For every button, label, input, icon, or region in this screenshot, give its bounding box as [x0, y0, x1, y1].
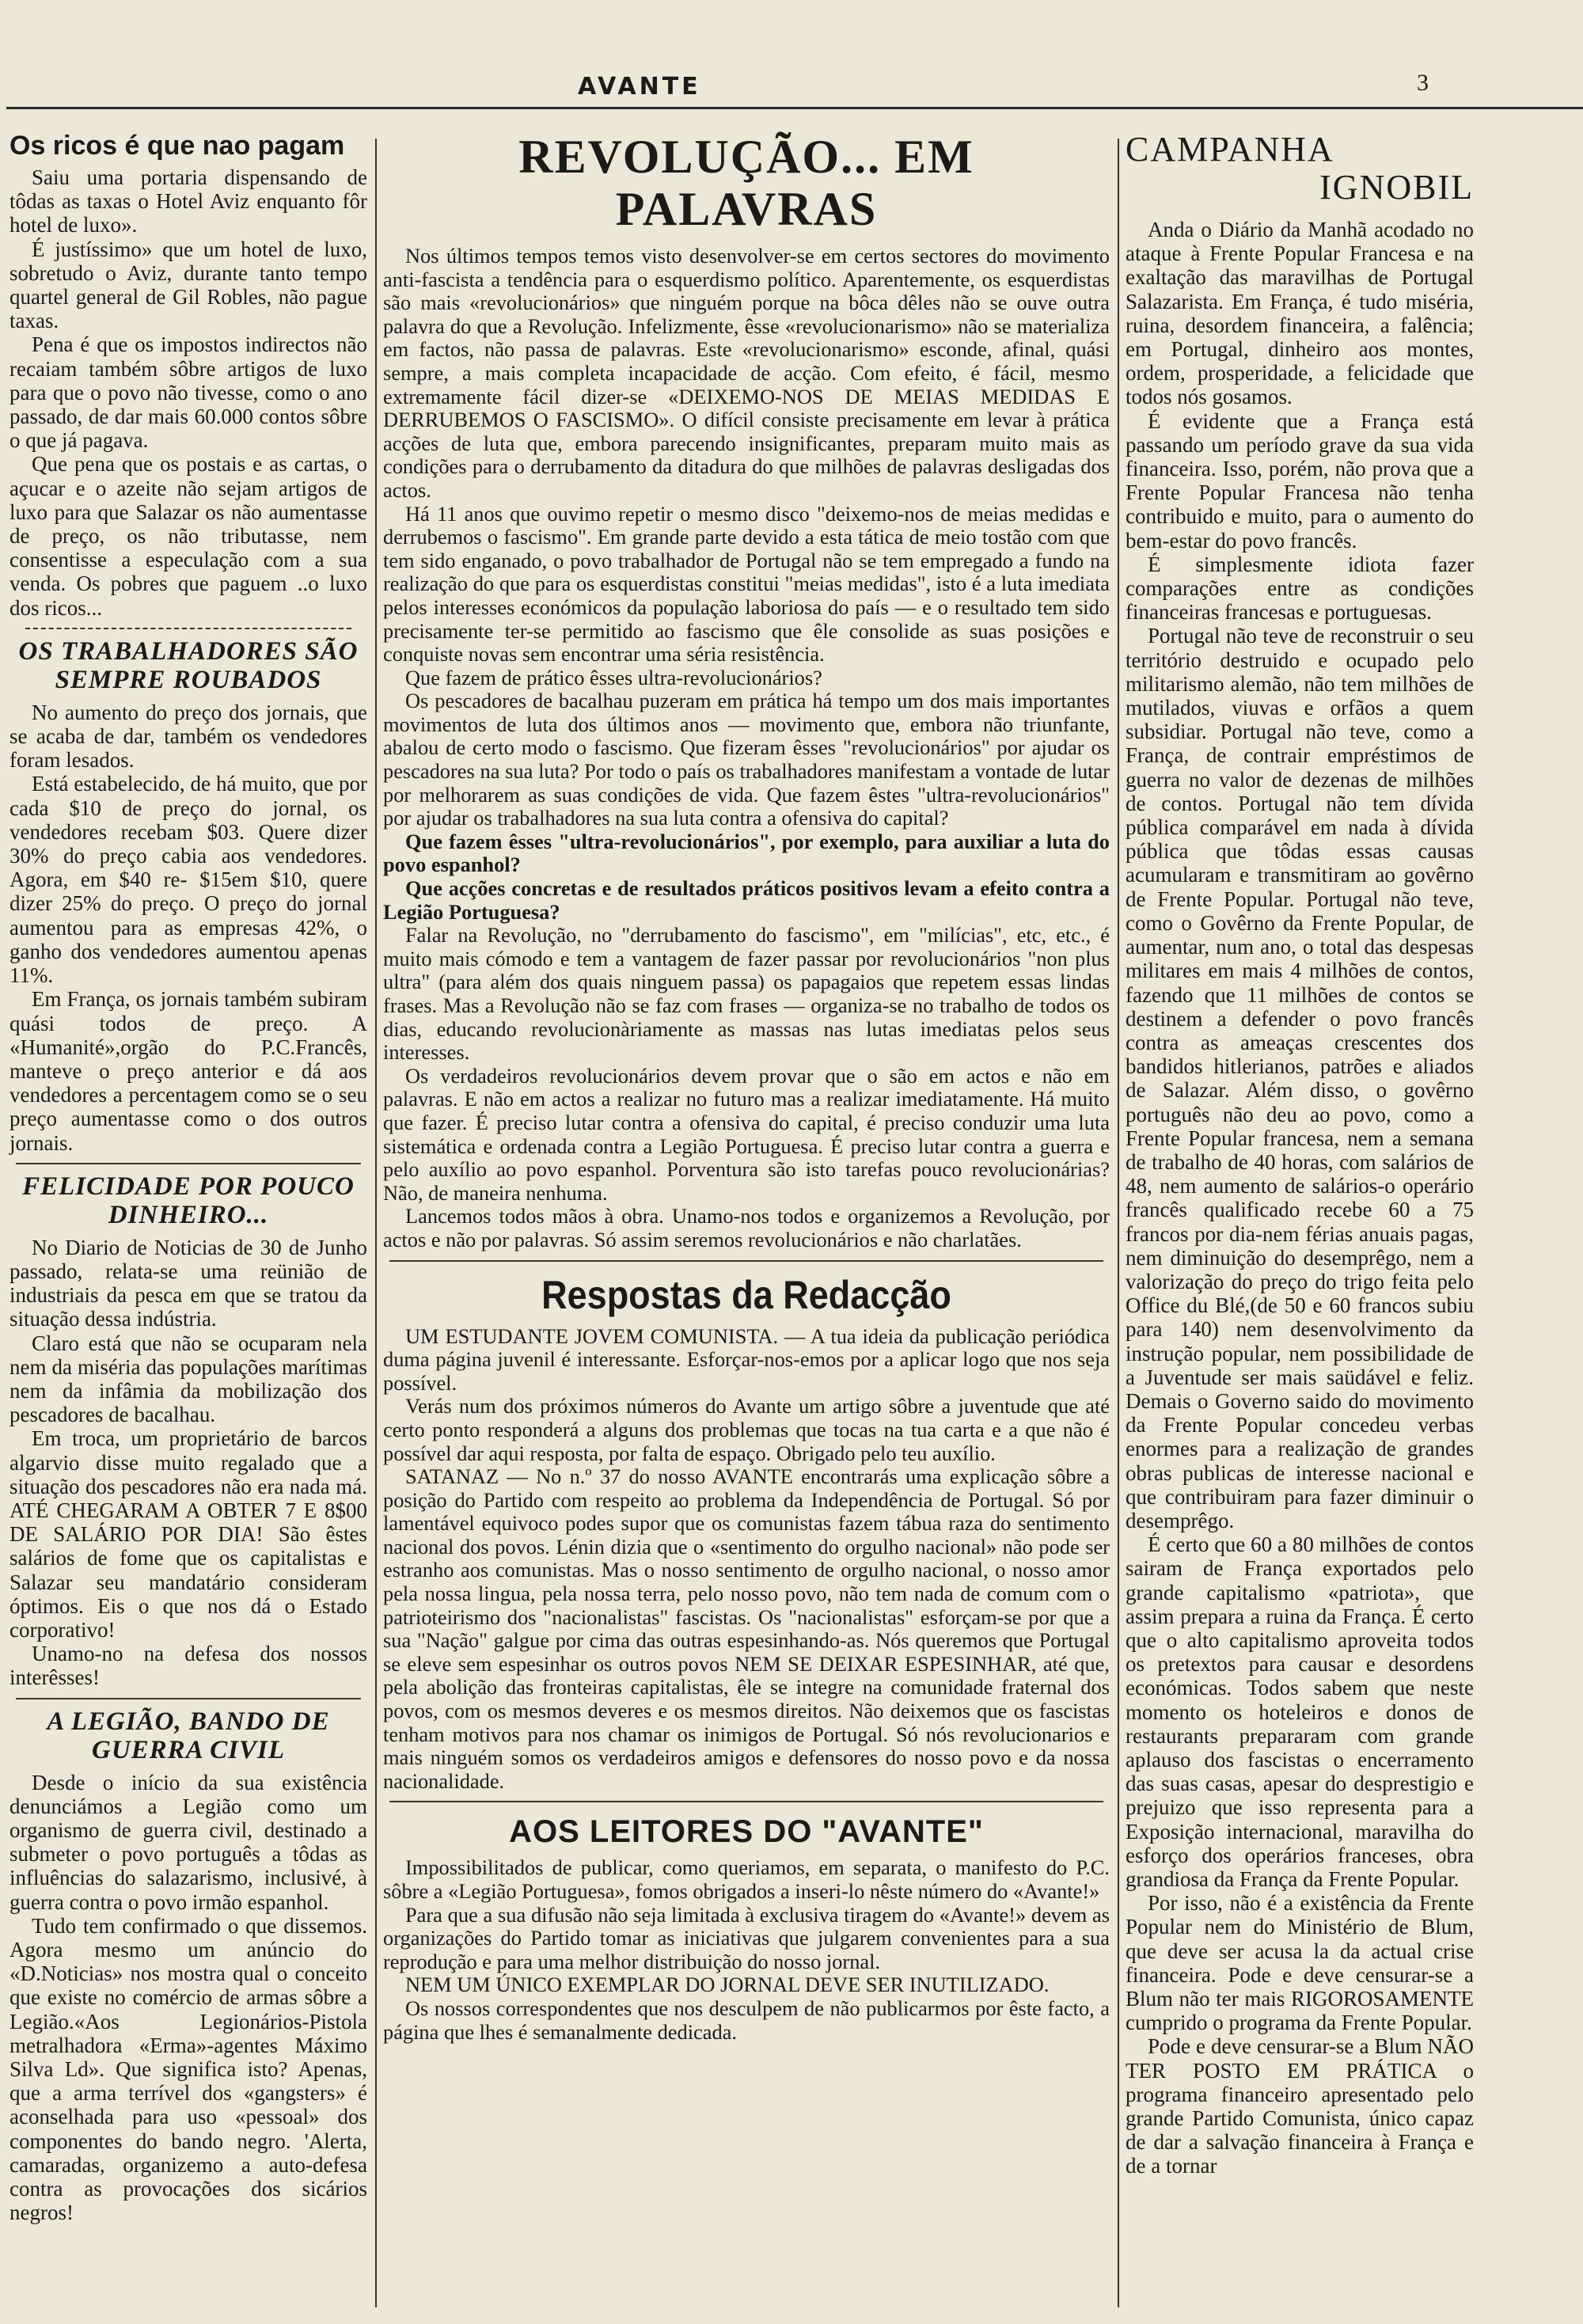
divider: [25, 628, 351, 629]
article-title-legiao: A LEGIÃO, BANDO DE GUERRA CIVIL: [47, 1707, 330, 1764]
paragraph: Unamo-no na defesa dos nossos interêsses!: [9, 1642, 367, 1690]
paragraph: No Diario de Noticias de 30 de Junho passado, relata-se uma reünião de industriais da pesca em que se tratou da situação dessa indústria.: [9, 1235, 367, 1331]
paragraph: Há 11 anos que ouvimo repetir o mesmo disco "deixemo-nos de meias medidas e derrubemos o fascismo". Em grande parte devido a esta tática de meio tostão com que tem sido enganado, o povo trabalhador de Portugal não se tem empregado a fundo na realização do que para os esquerdistas constitui "meias medidas", isto é a luta imediata pelos interesses económicos da população laboriosa do país — e o resultado tem sido precisamente ter-se permitido ao fascismo que êle consolide as suas posições e conquiste novas sem encontrar uma séria resistência.: [383, 501, 1110, 666]
column-right: [1126, 131, 1474, 2178]
paragraph: Os pescadores de bacalhau puzeram em prática há tempo um dos mais importantes movimentos de luta dos últimos anos — movimento que, embora não triunfante, abalou de certo modo o fascismo. Que fizeram êsses "revolucionários" por ajudar os pescadores na sua luta? Por todo o país os trabalhadores manifestam a vontade de lutar por melhorarem as suas condições de vida. Que fazem êstes "ultra-revolucionários" por ajudar os trabalhadores na sua luta contra a ofensiva do capital?: [383, 689, 1110, 830]
paragraph: Saiu uma portaria dispensando de tôdas as taxas o Hotel Aviz enquanto fôr hotel de luxo».: [9, 165, 367, 237]
column-left: [9, 131, 367, 2224]
paragraph: Nos últimos tempos temos visto desenvolver-se em certos sectores do movimento anti-fascista a tendência para o esquerdismo político. Aparentemente, os esquerdistas são mais «revolucionários» que ninguém porque na bôca dêles não se ouve outra palavra do que a Revolução. Infelizmente, êsse «revolucionarismo» não se materializa em factos, não passa de palavras. Este «revolucionarismo» esconde, afinal, quási sempre, a mais completa incapacidade de acção. Com efeito, é fácil, mesmo extremamente fácil dizer-se «DEIXEMO-NOS DE MEIAS MEDIDAS E DERRUBEMOS O FASCISMO». O difícil consiste precisamente em levar à prática acções de luta que, embora parecendo insignificantes, preparam muito mais as condições para o derrubamento da ditadura do que milhões de palavras desligadas dos actos.: [383, 244, 1110, 502]
paragraph: É simplesmente idiota fazer comparações entre as condições financeiras francesas e portuguesas.: [1126, 552, 1474, 625]
title-line-1: CAMPANHA: [1126, 130, 1334, 169]
paragraph: Em França, os jornais também subiram quási todos de preço. A «Humanité»,orgão do P.C.Francês, manteve o preço anterior e dá aos vendedores a percentagem como se o seu preço aumentasse como o dos outros jornais.: [9, 987, 367, 1155]
paragraph: Que fazem êsses "ultra-revolucionários", por exemplo, para auxiliar a luta do povo espanhol?: [383, 829, 1110, 877]
title-line-2: IGNOBIL: [1319, 168, 1474, 207]
article-title-trabalhadores: OS TRABALHADORES SÃO SEMPRE ROUBADOS: [18, 636, 359, 694]
paragraph: SATANAZ — No n.º 37 do nosso AVANTE encontrarás uma explicação sôbre a posição do Partido com respeito ao problema da Independência de Portugal. Só por lamentável equivoco podes supor que os comunistas fazem tábua raza do sentimento nacional dos povos. Lénin dizia que o «sentimento do orgulho nacional» não pode ser estranho aos comunistas. Mas o nosso sentimento de orgulho nacional, o nosso amor pela nossa lingua, pela nossa terra, pelo nosso povo, não tem nada de comum com o patrioteirismo dos "nacionalistas" fascistas. Os "nacionalistas" esforçam-se por que a sua "Nação" galgue por cima das outras espesinhando-as. Nós queremos que Portugal se eleve sem espesinhar os outros povos NEM SE DEIXAR ESPESINHAR, até que, pela abolição das fronteiras capitalistas, êle se integre na comunidade fraternal dos povos, com os mesmos deveres e os mesmos direitos. Não deixemos que os fascistas tenham motivos para nos chamar os inimigos de Portugal. Só nós revolucionarios e mais ninguém somos os verdadeiros amigos e defensores do nosso povo e da nossa nacionalidade.: [383, 1464, 1110, 1793]
article-title-revolucao: REVOLUÇÃO... EM PALAVRAS: [518, 131, 974, 235]
paragraph: Portugal não teve de reconstruir o seu território destruido e ocupado pelo militarismo alemão, não tem milhões de mutilados, viuvas e orfãos a quem subsidiar. Portugal não teve, como a França, de contrair empréstimos de guerra no valor de dezenas de milhões de contos. Portugal não tem dívida pública comparável em nada à dívida pública que tôdas essas causas acumularam e transmitiram ao govêrno de Frente Popular. Portugal não teve, como o Govêrno da Frente Popular, de aumentar, num ano, o total das despesas militares em mais 4 milhões de contos, fazendo que 11 milhões de contos se destinem a defender o povo francês contra as ameaças crescentes dos bandidos hitlerianos, patrões e aliados de Salazar. Além disso, o govêrno português não deu ao povo, como a Frente Popular francesa, nem a semana de trabalho de 40 horas, com salários de 48, nem aumento de salários-o operário francês qualificado recebe 60 a 75 francos por dia-nem férias anuais pagas, nem diminuição do desemprêgo, nem a valorização do preço do trigo feita pelo Office du Blé,(de 50 e 60 francos subiu para 140) nem desenvolvimento da instrução popular, nem possibilidade de a Juventude ser mais saüdável e feliz. Demais o Governo saido do movimento da Frente Popular concedeu verbas enormes para a realização de grandes obras publicas de interesse nacional e que contribuiram para fazer diminuir o desemprêgo.: [1126, 624, 1474, 1532]
paragraph: No aumento do preço dos jornais, que se acaba de dar, também os vendedores foram lesados.: [9, 700, 367, 773]
paragraph: Os verdadeiros revolucionários devem provar que o são em actos e não em palavras. E não em actos a realizar no futuro mas a realizar imediatamente. Há muito que fazer. É preciso lutar contra a ofensiva do capital, é preciso conduzir uma luta sistemática e ordenada contra a Legião Portuguesa. É preciso lutar contra a guerra e pelo auxílio ao povo espanhol. Porventura são isto tarefas pouco revolucionárias? Não, de maneira nenhuma.: [383, 1063, 1110, 1205]
paragraph: Em troca, um proprietário de barcos algarvio disse muito regalado que a situação dos pescadores não era nada má. ATÉ CHEGARAM A OBTER 7 E 8$00 DE SALÁRIO POR DIA! São êstes salários de fome que os capitalistas e Salazar seu mandatário consideram óptimos. Eis o que nos dá o Estado corporativo!: [9, 1426, 367, 1642]
paragraph: Para que a sua difusão não seja limitada à exclusiva tiragem do «Avante!» devem as organizações do Partido tomar as iniciativas que julgarem convenientes para a sua reprodução e para uma melhor distribuição do nosso jornal.: [383, 1902, 1110, 1973]
article-title-campanha: [1126, 131, 1474, 207]
paragraph: É certo que 60 a 80 milhões de contos sairam de França exportados pelo grande capitalismo «patriota», que assim prepara a ruina da França. É certo que o alto capitalismo aproveita todos os pretextos para causar e desordens económicas. Todos sabem que neste momento os hoteleiros e donos de restaurants prepararam com grande aplauso dos fascistas o encerramento das suas casas, apesar do desprestigio e prejuizo que isso representa para a Exposição internacional, maravilha do esforço dos operários franceses, obra grandiosa da França da Frente Popular.: [1126, 1532, 1474, 1892]
column-divider-2: [1118, 139, 1119, 2307]
column-center: [383, 131, 1110, 2044]
divider: [16, 1163, 361, 1164]
article-title-os-ricos: Os ricos é que nao pagam: [9, 131, 345, 161]
paragraph: Lancemos todos mãos à obra. Unamo-nos todos e organizemos a Revolução, por actos e não por palavras. Só assim seremos revolucionários e não charlatães.: [383, 1204, 1110, 1251]
paragraph: Os nossos correspondentes que nos desculpem de não publicarmos por êste facto, a página que lhes é semanalmente dedicada.: [383, 1996, 1110, 2044]
paragraph: NEM UM ÚNICO EXEMPLAR DO JORNAL DEVE SER INUTILIZADO.: [405, 1973, 1050, 1997]
paragraph: Que acções concretas e de resultados práticos positivos levam a efeito contra a Legião Portuguesa?: [383, 876, 1110, 924]
paragraph: Que fazem de prático êsses ultra-revolucionários?: [405, 665, 822, 689]
page-number: 3: [1417, 70, 1429, 96]
article-title-felicidade: FELICIDADE POR POUCO DINHEIRO...: [22, 1171, 355, 1229]
paragraph: Impossibilitados de publicar, como queriamos, em separata, o manifesto do P.C. sôbre a «Legião Portuguesa», fomos obrigados a inseri-lo nêste número do «Avante!»: [383, 1855, 1110, 1903]
paragraph: Está estabelecido, de há muito, que por cada $10 de preço do jornal, os vendedores recebam $03. Quere dizer 30% do preço cabia aos vendedores. Agora, em $40 re- $15em $10, quere dizer 25% do preço. O preço do jornal aumentou para as empresas 42%, o ganho dos vendedores aumentou apenas 11%.: [9, 772, 367, 988]
column-divider-1: [375, 139, 377, 2307]
masthead-logo: AVANTE: [578, 73, 701, 101]
paragraph: Que pena que os postais e as cartas, o açucar e o azeite não sejam artigos de luxo para que Salazar os não aumentasse de preço, os não tributasse, nem consentisse a especulação com a sua venda. Os pobres que paguem ..o luxo dos ricos...: [9, 452, 367, 620]
divider: [389, 1260, 1103, 1262]
paragraph: Pena é que os impostos indirectos não recaiam também sôbre artigos de luxo para que o povo não tivesse, como o ano passado, de dar mais 60.000 contos sôbre o que já pagava.: [9, 332, 367, 453]
paragraph: Claro está que não se ocuparam nela nem da miséria das populações marítimas nem da infâmia da mobilização dos pescadores de bacalhau.: [9, 1331, 367, 1427]
paragraph: É justíssimo» que um hotel de luxo, sobretudo o Aviz, durante tanto tempo quartel general de Gil Robles, não pague taxas.: [9, 237, 367, 333]
section-title-respostas: Respostas da Redacção: [541, 1272, 951, 1317]
paragraph: Desde o início da sua existência denunciámos a Legião como um organismo de guerra civil, destinado a submeter o povo português a tôdas as influências do salazarismo, inclusivé, à guerra contra o povo irmão espanhol.: [9, 1770, 367, 1914]
paragraph: Pode e deve censurar-se a Blum NÃO TER POSTO EM PRÁTICA o programa financeiro apresentado pelo grande Partido Comunista, único capaz de dar a salvação financeira à França e de a tornar: [1126, 2034, 1474, 2178]
paragraph: Verás num dos próximos números do Avante um artigo sôbre a juventude que até certo ponto responderá a alguns dos problemas que tocas na tua carta e a que não é possível dar aqui resposta, por falta de espaço. Obrigado pelo teu auxílio.: [383, 1394, 1110, 1465]
top-rule: [6, 107, 1583, 109]
paragraph: Tudo tem confirmado o que dissemos. Agora mesmo um anúncio do «D.Noticias» nos mostra qual o conceito que existe no comércio de armas sôbre a Legião.«Aos Legionários-Pistola metralhadora «Erma»-agentes Máximo Silva Ld». Que significa isto? Apenas, que a arma terrível dos «gangsters» é aconselhada para uso «pessoal» dos componentes do bando negro. 'Alerta, camaradas, organizemo a auto-defesa contra as provocações dos sicários negros!: [9, 1913, 367, 2225]
paragraph: UM ESTUDANTE JOVEM COMUNISTA. — A tua ideia da publicação periódica duma página juvenil é interessante. Esforçar-nos-emos por a aplicar logo que nos seja possível.: [383, 1323, 1110, 1395]
paragraph: É evidente que a França está passando um período grave da sua vida financeira. Isso, porém, não prova que a Frente Popular Francesa não tenha contribuido e muito, para o aumento do bem-estar do povo francês.: [1126, 408, 1474, 553]
divider: [16, 1698, 361, 1699]
paragraph: Anda o Diário da Manhã acodado no ataque à Frente Popular Francesa e na exaltação das maravilhas de Portugal Salazarista. Em França, é tudo miséria, ruina, desordem financeira, a falência; em Portugal, dinheiro aos montes, ordem, prosperidade, a felicidade que todos nós gosamos.: [1126, 218, 1474, 409]
section-title-aos-leitores: AOS LEITORES DO "AVANTE": [509, 1814, 984, 1850]
paragraph: Por isso, não é a existência da Frente Popular nem do Ministério de Blum, que deve ser acusa la da actual crise financeira. Pode e deve censurar-se a Blum não ter mais RIGOROSAMENTE cumprido o programa da Frente Popular.: [1126, 1891, 1474, 2035]
divider: [389, 1801, 1103, 1802]
paragraph: Falar na Revolução, no "derrubamento do fascismo", em "milícias", etc, etc., é muito mais cómodo e tem a vantagem de fazer passar por revolucionários "non plus ultra" (para além dos quais ninguem passa) os papagaios que repetem essas lindas frases. Mas a Revolução não se faz com frases — organiza-se no trabalho de todos os dias, educando revolucionàriamente as massas nas lutas imediatas pelos seus interesses.: [383, 923, 1110, 1065]
